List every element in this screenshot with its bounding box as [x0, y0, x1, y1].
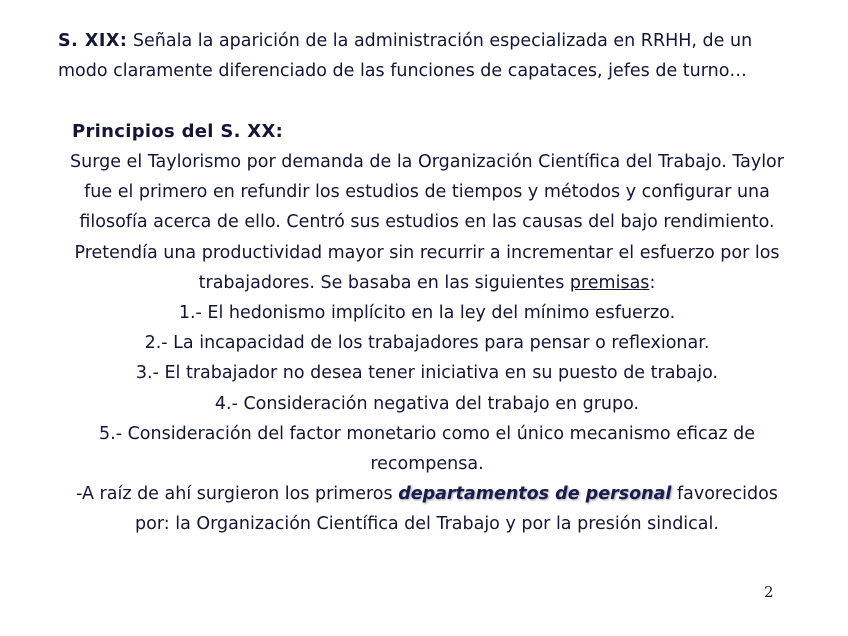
premisas-link[interactable]: premisas	[569, 272, 650, 293]
taylorism-paragraph	[62, 147, 792, 298]
conclusion-text: -A raíz de ahí surgieron los primeros	[76, 484, 399, 505]
premise-item: 4.- Consideración negativa del trabajo en grupo.	[214, 393, 640, 414]
page-number: 2	[764, 583, 774, 601]
section-body	[62, 147, 792, 540]
conclusion-rest: favorecidos por: la Organización Científica del Trabajo y por la presión sindical.	[135, 484, 778, 535]
intro-paragraph	[58, 26, 798, 86]
premise-item: 2.- La incapacidad de los trabajadores para pensar o reflexionar.	[144, 333, 710, 354]
section-heading: Principios del S. XX:	[72, 121, 284, 142]
paragraph-text: Surge el Taylorismo por demanda de la Organización Científica del Trabajo. Taylor fue el primero en refundir los estudios de tiempos y métodos y configurar una filosofía acerca de ello. Centró sus estudios en las causas del bajo rendimiento. Pretendía una productividad mayor sin recurrir a incrementar el esfuerzo por los trabajadores. Se basaba en las siguientes	[70, 152, 784, 293]
premise-item: 5.- Consideración del factor monetario como el único mecanismo eficaz de recompensa.	[99, 423, 755, 475]
emphasis-text: departamentos de personal	[398, 484, 672, 505]
intro-text: Señala la aparición de la administración especializada en RRHH, de un modo claramente diferenciado de las funciones de capataces, jefes de turno…	[58, 31, 753, 81]
intro-lead: S. XIX:	[58, 31, 128, 51]
premise-item: 1.- El hedonismo implícito en la ley del mínimo esfuerzo.	[178, 303, 676, 324]
premise-item: 3.- El trabajador no desea tener iniciativa en su puesto de trabajo.	[135, 363, 719, 384]
conclusion-paragraph	[62, 479, 792, 539]
paragraph-colon: :	[649, 272, 656, 293]
